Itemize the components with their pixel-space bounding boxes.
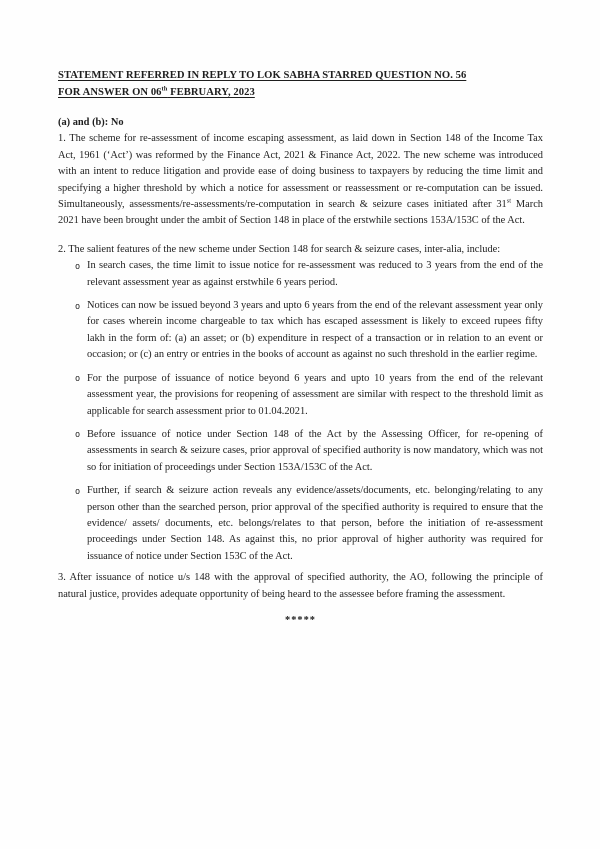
paragraph-1	[58, 131, 543, 229]
answer-separator: :	[104, 117, 111, 128]
answer-line	[58, 115, 543, 131]
list-item	[58, 371, 543, 420]
bullet-icon: o	[75, 430, 81, 441]
bullet-icon: o	[75, 261, 81, 272]
answer-label: (a) and (b)	[58, 117, 105, 128]
answer-value: No	[110, 117, 124, 128]
document-title	[58, 67, 543, 101]
document-title-line1: STATEMENT REFERRED IN REPLY TO LOK SABHA STARRED QUESTION NO. 56	[58, 70, 467, 81]
salient-features-list	[58, 258, 543, 565]
list-item-text: Further, if search & seizure action reveals any evidence/assets/documents, etc. belonging/relating to any person other than the searched person, prior approval of the specified authority is required to ensure that the evidence/ assets/ documents, etc. belongs/relates to that person, before the initiation of re-assessment proceedings under Section 148. As against this, no prior approval of higher authority was required for issuance of notice under Section 153C of the Act.	[87, 485, 543, 562]
list-item-text: For the purpose of issuance of notice beyond 6 years and upto 10 years from the end of the relevant assessment year, the provisions for reopening of assessment are similar with respect to the threshold limit as applicable for search assessment prior to 01.04.2021.	[87, 372, 543, 417]
title-line2-suffix: FEBRUARY, 2023	[167, 87, 255, 98]
paragraph-1-text-b: March 2021 have been brought under the ambit of Section 148 in place of the erstwhile sections 153A/153C of the Act.	[58, 199, 544, 227]
list-item-text: Before issuance of notice under Section 148 of the Act by the Assessing Officer, for re-opening of assessments in search & seizure cases, prior approval of specified authority is now mandatory, which was not so for initiation of proceedings under Section 153A/153C of the Act.	[87, 428, 543, 473]
title-ordinal-superscript: th	[161, 85, 168, 93]
list-item	[58, 427, 543, 476]
paragraph-2-intro: 2. The salient features of the new scheme under Section 148 for search & seizure cases, inter-alia, include:	[58, 243, 501, 255]
bullet-icon: o	[75, 301, 81, 312]
document-title-line2	[58, 84, 543, 101]
paragraph-1-ordinal-superscript: st	[506, 197, 512, 205]
paragraph-1-text-a: 1. The scheme for re-assessment of income escaping assessment, as laid down in Section 148 of the Income Tax Act, 1961 (‘Act’) was reformed by the Finance Act, 2021 & Finance Act, 2022. The new scheme was introduced with an intent to reduce litigation and provide ease of doing business to taxpayers by reducing the time limit and specifying a higher threshold by which a notice for assessment or reassessment or re-computation can be issued. Simultaneously, assessments/re-assessments/re-computation in search & seizure cases initiated after 31	[58, 133, 543, 211]
list-item-text: In search cases, the time limit to issue notice for re-assessment was reduced to 3 years from the end of the relevant assessment year as against erstwhile 6 years period.	[87, 260, 543, 288]
list-item	[58, 298, 543, 364]
bullet-icon: o	[75, 486, 81, 497]
list-item-text: Notices can now be issued beyond 3 years and upto 6 years from the end of the relevant assessment year only for cases wherein income chargeable to tax which has escaped assessment is likely to exceed rupees fifty lakh in the form of: (a) an asset; or (b) expenditure in respect of a transaction or in relation to an event or occasion; or (c) an entry or entries in the books of account as against no such threshold in the earlier regime.	[87, 300, 543, 361]
list-item	[58, 258, 543, 291]
list-item	[58, 483, 543, 565]
paragraph-3: 3. After issuance of notice u/s 148 with the approval of specified authority, the AO, following the principle of natural justice, provides adequate opportunity of being heard to the assessee before framing the assessment.	[58, 572, 543, 600]
bullet-icon: o	[75, 374, 81, 385]
title-line2-prefix: FOR ANSWER ON 06	[58, 87, 162, 98]
end-of-document-mark: *****	[285, 614, 316, 626]
